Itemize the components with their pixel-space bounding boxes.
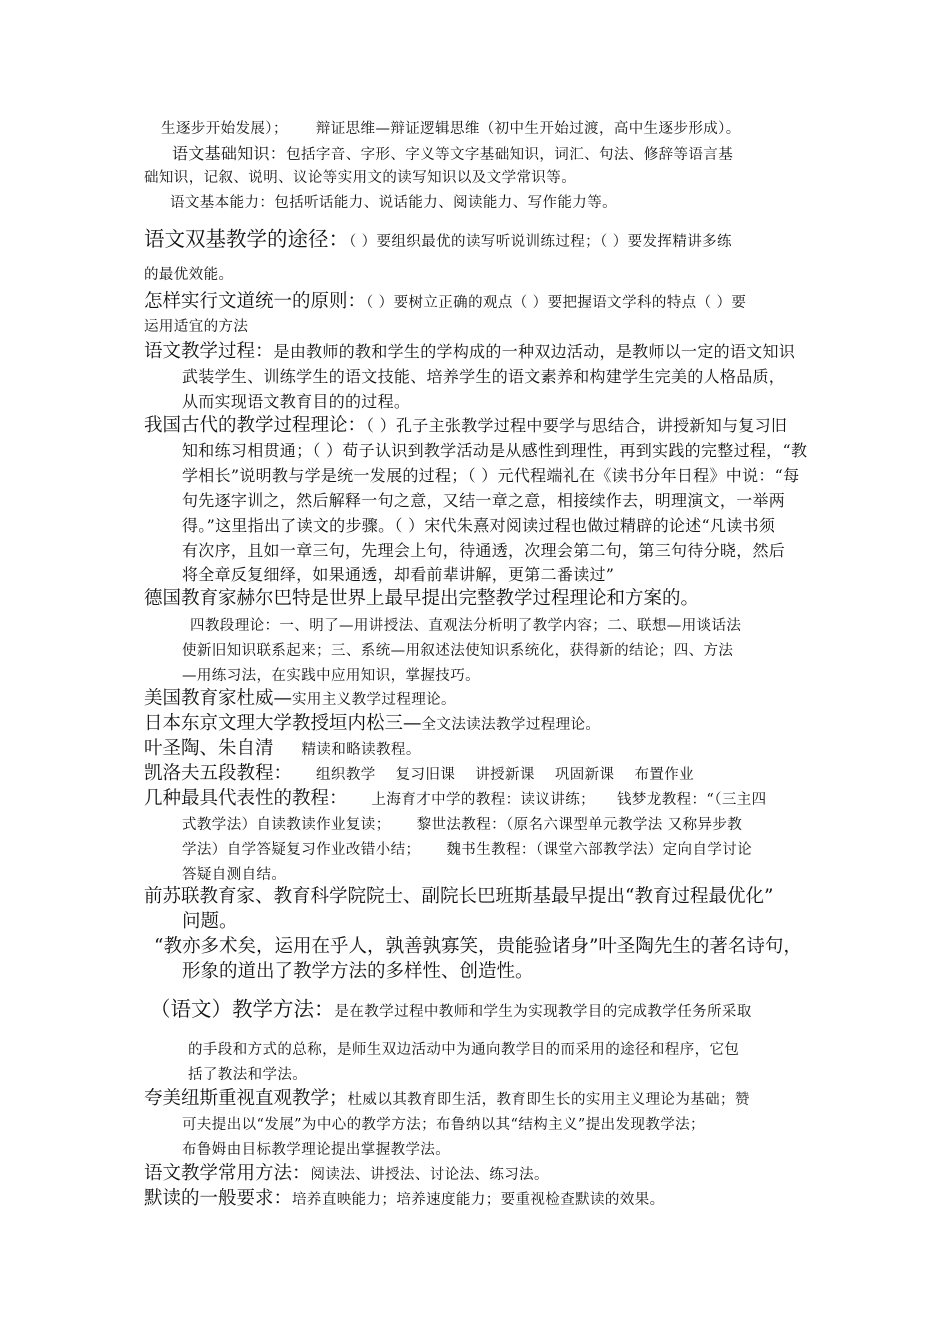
text-span: —用练习法，在实践中应用知识，掌握技巧。 [182, 668, 480, 684]
text-span: 上海育才中学的教程：读议讲练； [371, 792, 596, 808]
text-line [182, 567, 614, 583]
text-line [182, 843, 752, 858]
heading: 语文教学常用方法： [144, 1163, 311, 1184]
text-line [190, 619, 741, 634]
heading: 默读的一般要求： [144, 1188, 293, 1209]
heading: 德国教育家赫尔巴特是世界上最早提出完整教学过程理论和方案的。 [144, 588, 700, 609]
text-line [144, 888, 773, 907]
text-span: 括了教法和学法。 [188, 1067, 308, 1083]
text-line [144, 590, 699, 609]
text-span: 使新旧知识联系起来；三、系统—用叙述法使知识系统化，获得新的结论；四、方法 [182, 643, 734, 659]
text-span: 句先逐字训之，然后解释一句之意，又结一章之意，相接续作去，明理演文，一举两 [182, 491, 786, 510]
text-span: 生逐步开始发展）； [161, 121, 288, 137]
text-span: 础知识，记叙、说明、议论等实用文的读写知识以及文学常识等。 [144, 170, 577, 186]
heading: 凯洛夫五段教程： [144, 763, 293, 784]
text-span: 前苏联教育家、教育科学院院士、副院长巴班斯基最早提出“教育过程最优化” [144, 886, 774, 907]
text-line [144, 1190, 665, 1209]
text-line [154, 938, 802, 957]
text-line [144, 268, 233, 283]
text-span: 学法）自学答疑复习作业改错小结； [182, 842, 421, 858]
text-line [182, 394, 410, 410]
text-span: 式教学法）自读教读作业复读； [182, 817, 391, 833]
text-line [144, 1090, 750, 1109]
text-span: 是在教学过程中教师和学生为实现教学目的完成教学任务所采取 [334, 1004, 752, 1020]
text-line [144, 1165, 549, 1184]
text-span: 实用主义教学过程理论。 [292, 692, 456, 708]
text-span: （ ）要树立正确的观点（ ）要把握语文学科的特点（ ）要 [366, 295, 747, 311]
text-line [182, 468, 799, 484]
text-span: 答疑自测自结。 [182, 867, 287, 883]
heading: 语文双基教学的途径： [144, 227, 349, 251]
text-span: 运用适宜的方法 [144, 319, 249, 335]
text-line [188, 1068, 307, 1083]
term-label: 语文基本能力： [170, 195, 275, 211]
text-span: 从而实现语文教育目的的过程。 [182, 392, 411, 411]
text-span: 黎世法教程：（原名六课型单元教学法 又称异步教 [416, 817, 743, 833]
text-line [182, 369, 785, 385]
term-label: 语文基础知识： [172, 144, 287, 163]
text-line [144, 320, 248, 335]
text-line [182, 669, 480, 684]
text-span: 布置作业 [634, 767, 695, 783]
text-line [182, 518, 775, 534]
text-span: 布鲁姆由目标教学理论提出掌握教学法。 [182, 1142, 451, 1158]
text-line [182, 644, 733, 659]
text-span: 复习旧课 [395, 767, 456, 783]
heading: 美国教育家杜威— [144, 688, 293, 709]
text-span: 四教段理论：一、明了—用讲授法、直观法分析明了教学内容；二、联想—用谈话法 [190, 618, 742, 634]
text-span: 问题。 [182, 911, 238, 932]
heading: 夸美纽斯重视直观教学； [144, 1088, 348, 1109]
text-span: 杜威以其教育即生活，教育即生长的实用主义理论为基础；赞 [347, 1092, 750, 1108]
text-span: 的手段和方式的总称，是师生双边活动中为通向教学目的而采用的途径和程序，它包 [188, 1042, 740, 1058]
text-span: 巩固新课 [554, 767, 615, 783]
text-line [182, 963, 534, 982]
text-span: 武装学生、训练学生的语文技能、培养学生的语文素养和构建学生完美的人格品质， [182, 367, 786, 386]
heading: 叶圣陶、朱自清 [144, 738, 274, 759]
text-span: 可夫提出以“发展”为中心的教学方法；布鲁纳以其“结构主义”提出发现教学法； [182, 1117, 705, 1133]
heading: 我国古代的教学过程理论： [144, 415, 367, 436]
text-span: 学相长”说明教与学是统一发展的过程；（ ）元代程端礼在《读书分年日程》中说：“每 [182, 466, 800, 485]
text-line [144, 740, 421, 759]
heading: 几种最具代表性的教程： [144, 788, 348, 809]
text-span: 阅读法、讲授法、讨论法、练习法。 [310, 1167, 549, 1183]
text-line [150, 999, 752, 1020]
text-line [182, 1143, 450, 1158]
heading: 日本东京文理大学教授垣内松三— [144, 713, 422, 734]
text-span: 的最优效能。 [144, 267, 234, 283]
text-span: 讲授新课 [475, 767, 535, 783]
text-span: 魏书生教程：（课堂六部教学法）定向自学讨论 [446, 842, 753, 858]
text-line [170, 196, 617, 211]
text-line [144, 417, 787, 436]
text-span: 精读和略读教程。 [301, 742, 421, 758]
text-span: 包括字音、字形、字义等文字基础知识，词汇、句法、修辞等语言基 [286, 147, 734, 163]
text-line [144, 171, 576, 186]
text-span: 组织教学 [316, 767, 376, 783]
heading: 怎样实行文道统一的原则： [144, 291, 367, 312]
text-line [144, 765, 694, 784]
text-line [161, 122, 741, 137]
text-line [144, 343, 795, 362]
text-span: 知和练习相贯通；（ ）荀子认识到教学活动是从感性到理性，再到实践的完整过程，“教 [182, 441, 808, 460]
text-line [182, 913, 238, 932]
text-line [144, 790, 767, 809]
text-span: 包括听话能力、说话能力、阅读能力、写作能力等。 [274, 195, 618, 211]
text-line [144, 293, 746, 312]
text-span: 将全章反复细绎，如果通透，却看前辈讲解，更第二番读过” [182, 565, 615, 584]
text-line [188, 1043, 739, 1058]
text-span: 得。”这里指出了读文的步骤。（ ）宋代朱熹对阅读过程也做过精辟的论述“凡读书须 [182, 516, 776, 535]
text-span: （ ）孔子主张教学过程中要学与思结合，讲授新知与复习旧 [366, 416, 788, 435]
text-line [182, 543, 785, 559]
text-line [144, 229, 732, 250]
text-line [182, 818, 742, 833]
text-span: 培养直映能力；培养速度能力；要重视检查默读的效果。 [292, 1192, 665, 1208]
text-span: 有次序，且如一章三句，先理会上句，待通透，次理会第二句，第三句待分晓，然后 [182, 541, 786, 560]
text-span: 全文法读法教学过程理论。 [421, 717, 601, 733]
text-line [172, 146, 733, 163]
heading: （语文）教学方法： [150, 997, 335, 1021]
text-line [182, 1118, 705, 1133]
text-line [144, 715, 600, 734]
heading: 语文教学过程： [144, 341, 274, 362]
text-span: “教亦多术矣，运用在乎人，孰善孰寡笑，贵能验诸身”叶圣陶先生的著名诗句， [154, 936, 802, 957]
text-span: 形象的道出了教学方法的多样性、创造性。 [182, 961, 534, 982]
text-span: 辩证思维—辩证逻辑思维（初中生开始过渡，高中生逐步形成）。 [315, 121, 741, 137]
text-line [144, 690, 456, 709]
text-span: 钱梦龙教程：“（三主四 [617, 792, 767, 808]
text-line [182, 493, 785, 509]
text-span: （ ）要组织最优的读写听说训练过程；（ ）要发挥精讲多练 [349, 234, 732, 250]
text-line [182, 443, 807, 459]
text-span: 是由教师的教和学生的学构成的一种双边活动，是教师以一定的语文知识 [273, 342, 796, 361]
text-line [182, 868, 286, 883]
